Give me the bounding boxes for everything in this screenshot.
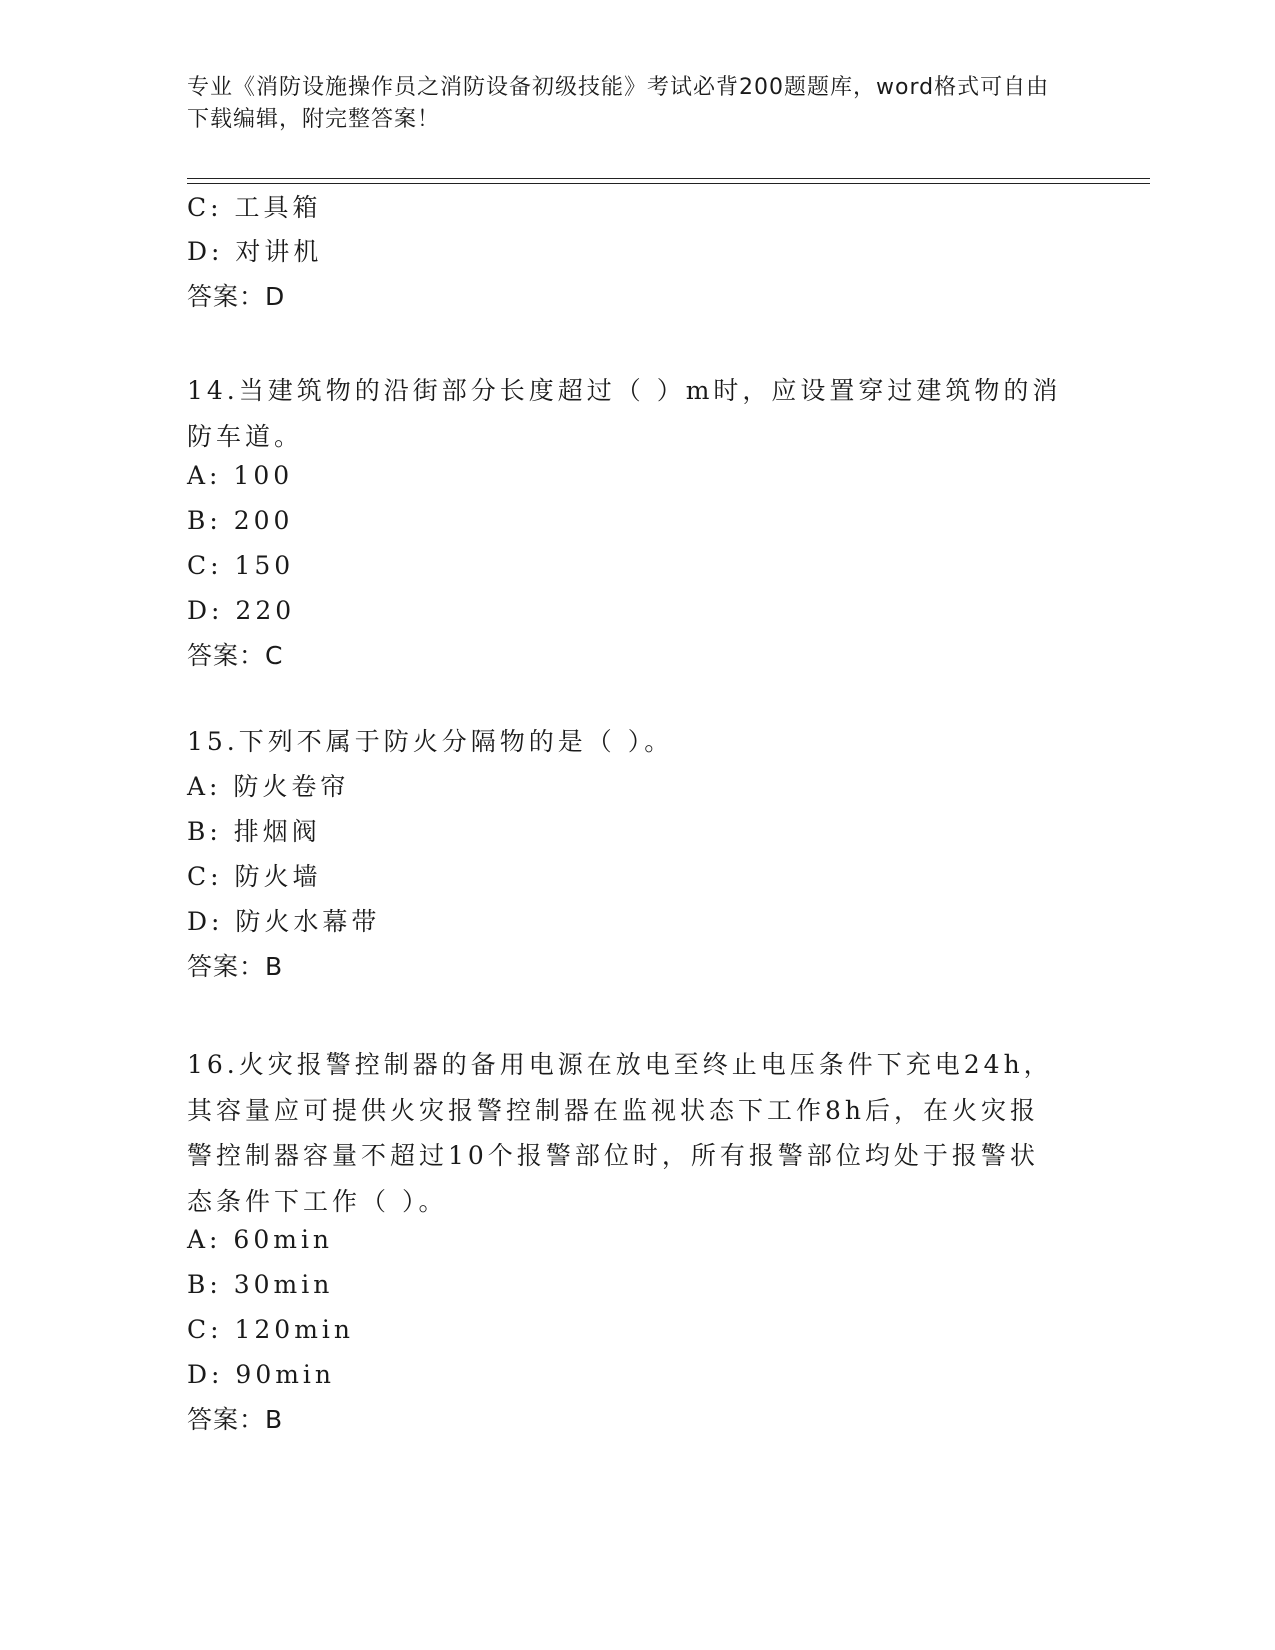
document-header: 专业《消防设施操作员之消防设备初级技能》考试必背200题题库，word格式可自由下载编辑，附完整答案！ bbox=[187, 75, 1050, 132]
q15-question: 15.下列不属于防火分隔物的是（ ）。 bbox=[187, 727, 674, 756]
header-divider-top bbox=[187, 178, 1150, 179]
q14-option-c: C: 150 bbox=[187, 551, 295, 580]
q13-option-d: D: 对讲机 bbox=[187, 237, 323, 266]
header-divider-bottom bbox=[187, 183, 1150, 184]
q16-option-b: B: 30min bbox=[187, 1270, 334, 1299]
q15-answer: 答案：B bbox=[187, 952, 284, 981]
q14-option-d: D: 220 bbox=[187, 596, 296, 625]
q15-option-c: C: 防火墙 bbox=[187, 862, 322, 891]
q14-option-b: B: 200 bbox=[187, 506, 294, 535]
q14-answer: 答案：C bbox=[187, 641, 284, 670]
q16-question: 16.火灾报警控制器的备用电源在放电至终止电压条件下充电24h，其容量应可提供火灾报警控制器在监视状态下工作8h后，在火灾报警控制器容量不超过10个报警部位时，所有报警部位均处于报警状态条件下工作（ ）。 bbox=[187, 1050, 1053, 1216]
q16-answer: 答案：B bbox=[187, 1405, 284, 1434]
q16-option-a: A: 60min bbox=[187, 1225, 334, 1254]
q16-option-d: D: 90min bbox=[187, 1360, 336, 1389]
q14-question: 14.当建筑物的沿街部分长度超过（ ）m时，应设置穿过建筑物的消防车道。 bbox=[187, 376, 1062, 451]
q16-option-c: C: 120min bbox=[187, 1315, 355, 1344]
q13-answer: 答案：D bbox=[187, 282, 286, 311]
q13-option-c: C: 工具箱 bbox=[187, 193, 322, 222]
q15-option-b: B: 排烟阀 bbox=[187, 817, 321, 846]
q15-option-a: A: 防火卷帘 bbox=[187, 772, 350, 801]
q15-option-d: D: 防火水幕带 bbox=[187, 907, 381, 936]
q14-option-a: A: 100 bbox=[187, 461, 294, 490]
